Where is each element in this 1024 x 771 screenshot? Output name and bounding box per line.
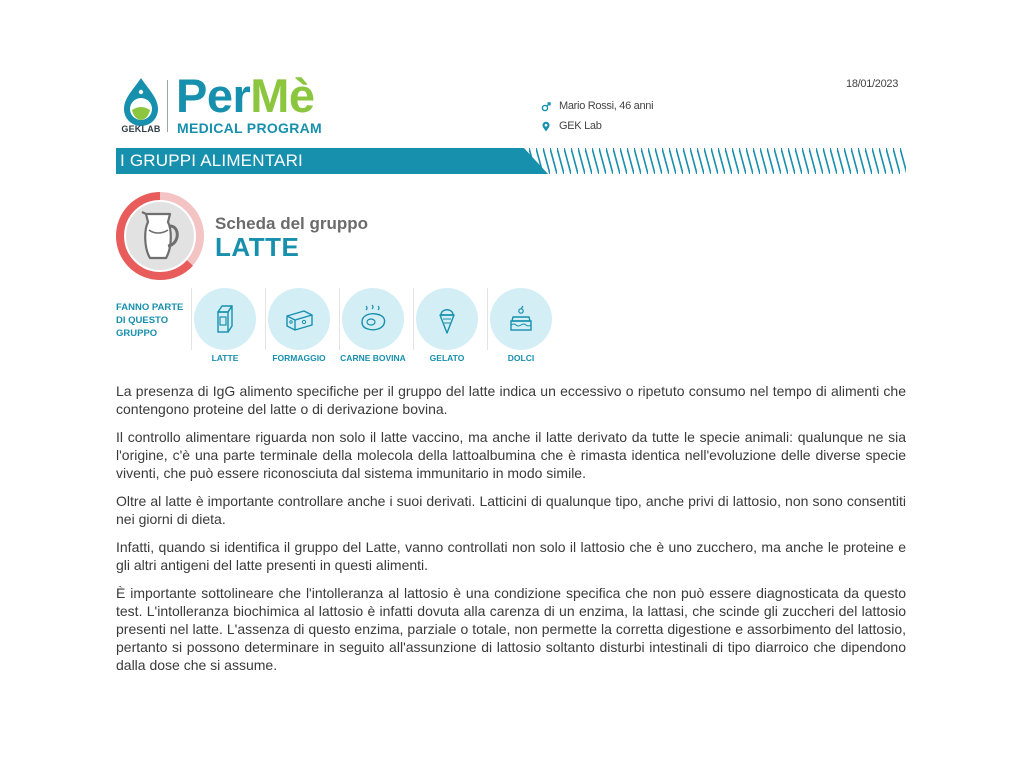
paragraph: La presenza di IgG alimento specifiche per il gruppo del latte indica un eccessivo o ripetuto consumo nel tempo di alimenti che contengono proteine del latte o di derivazione bovina. [116,383,906,417]
foods-heading: FANNO PARTE DI QUESTO GRUPPO [116,302,184,339]
location-pin-icon [541,121,551,132]
lab-name: GEK Lab [559,120,602,132]
food-item-gelato [410,288,484,363]
milk-carton-icon [210,302,240,336]
report-date: 18/01/2023 [846,78,899,90]
food-item-latte [188,288,262,363]
paragraph: Il controllo alimentare riguarda non solo il latte vaccino, ma anche il latte derivato da tutte le specie animali: qualunque ne sia l'origine, c'è una parte terminale della molecola della lattoalbumina che è rimasta identica nell'evoluzione delle diverse specie viventi, che può essere riconosciuta dal sistema immunitario in modo simile. [116,429,906,481]
patient-name: Mario Rossi, 46 anni [559,100,654,112]
ice-cream-icon [432,302,462,336]
program-subtitle: MEDICAL PROGRAM [177,120,323,136]
paragraph: Infatti, quando si identifica il gruppo del Latte, vanno controllati non solo il lattosio che è uno zucchero, ma anche le proteine e gli altri antigeni del latte presenti in questi alimenti. [116,539,906,573]
food-label: LATTE [211,353,239,363]
group-subtitle: Scheda del gruppo [215,214,369,233]
food-item-carne-bovina [336,288,410,363]
logo-divider [167,80,168,132]
section-title: I GRUPPI ALIMENTARI [120,151,303,170]
cake-icon [506,302,536,336]
food-item-formaggio [262,288,336,363]
male-icon [541,101,551,112]
food-label: DOLCI [507,353,535,363]
brand-me: Mè [250,69,315,122]
brand-per: Per [176,69,251,122]
steak-icon [358,302,388,336]
lab-info [541,120,602,132]
patient-info [541,100,653,112]
geklab-logo-text: GEKLAB [121,124,161,134]
food-label: FORMAGGIO [272,353,326,363]
food-label: GELATO [429,353,465,363]
food-label: CARNE BOVINA [340,353,406,363]
food-item-dolci [484,288,558,363]
paragraph: È importante sottolineare che l'intolleranza al lattosio è una condizione specifica che non può essere diagnosticata da questo test. L'intolleranza biochimica al lattosio è infatti dovuta alla carenza di un enzima, la lattasi, che scinde gli zuccheri del lattosio presenti nel latte. L'assenza di questo enzima, parziale o totale, non permette la corretta digestione e assorbimento del lattosio, pertanto si possono determinare in seguito all'assunzione di lattosio soltanto disturbi intestinali di tipo diarroico che dipendono dalla dose che si assume. [116,585,906,673]
group-name: LATTE [215,232,300,262]
paragraph: Oltre al latte è importante controllare anche i suoi derivati. Latticini di qualunque tipo, anche privi di lattosio, non sono consentiti nei giorni di dieta. [116,493,906,527]
cheese-icon [284,302,314,336]
brand-title [176,70,315,122]
description-text [116,382,906,684]
milk-jug-icon [114,190,206,282]
